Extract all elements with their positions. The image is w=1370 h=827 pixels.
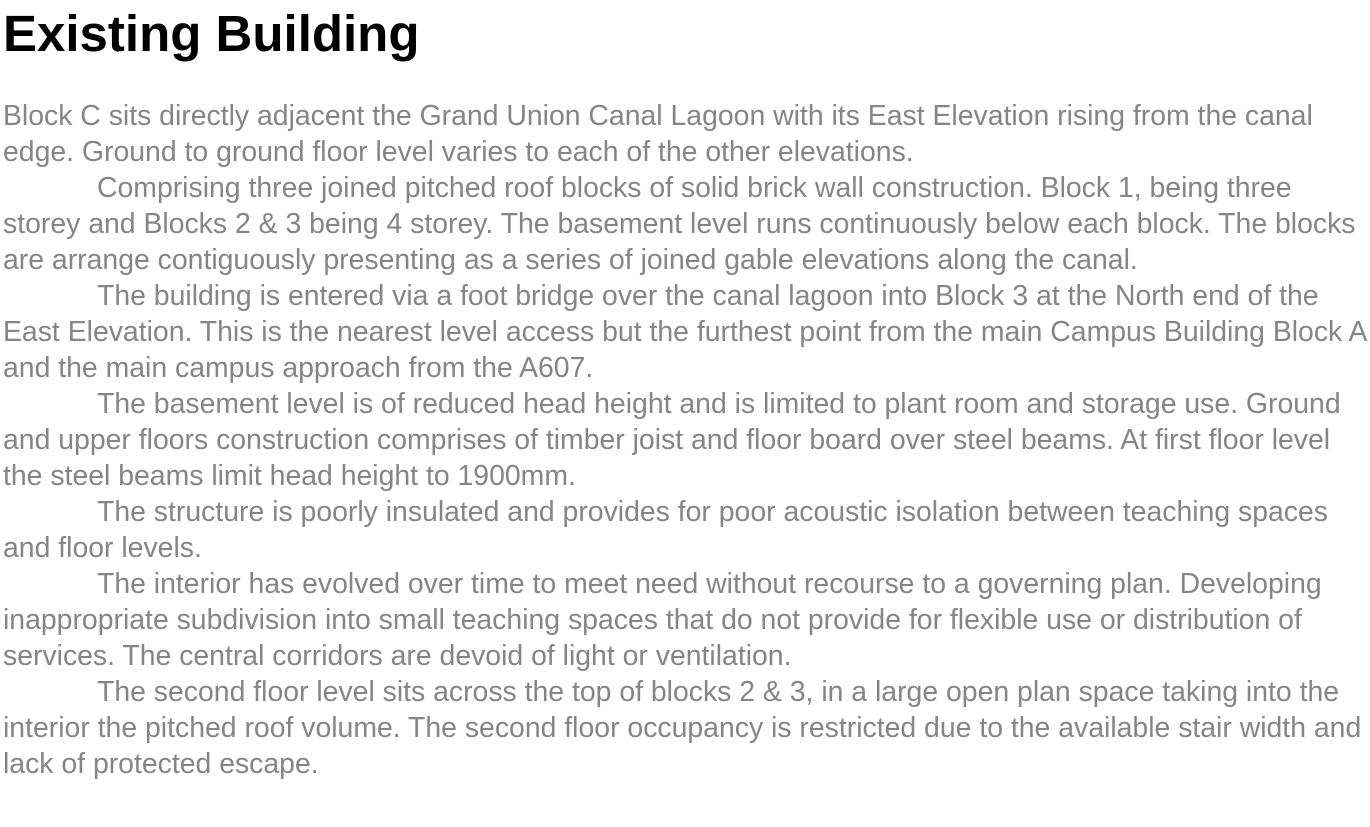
page-title: Existing Building: [3, 5, 420, 62]
paragraph-site-context: Block C sits directly adjacent the Grand Union Canal Lagoon with its East Elevation rising from the canal edge. Ground to ground floor level varies to each of the other elevations.: [3, 100, 1313, 168]
paragraph-second-floor: The second floor level sits across the top of blocks 2 & 3, in a large open plan space taking into the interior the pitched roof volume. The second floor occupancy is restricted due to the available stair width and lack of protected escape.: [3, 676, 1362, 780]
document-body: [3, 98, 1367, 782]
paragraph-insulation: The structure is poorly insulated and provides for poor acoustic isolation between teaching spaces and floor levels.: [3, 496, 1328, 564]
paragraph-basement-floors: The basement level is of reduced head height and is limited to plant room and storage use. Ground and upper floors construction comprises of timber joist and floor board over steel beams. At first floor level the steel beams limit head height to 1900mm.: [3, 388, 1341, 492]
paragraph-interior: The interior has evolved over time to meet need without recourse to a governing plan. Developing inappropriate subdivision into small teaching spaces that do not provide for flexible use or distribution of services. The central corridors are devoid of light or ventilation.: [3, 568, 1322, 672]
paragraph-entrance: The building is entered via a foot bridge over the canal lagoon into Block 3 at the North end of the East Elevation. This is the nearest level access but the furthest point from the main Campus Building Block A and the main campus approach from the A607.: [3, 280, 1366, 384]
paragraph-construction: Comprising three joined pitched roof blocks of solid brick wall construction. Block 1, being three storey and Blocks 2 & 3 being 4 storey. The basement level runs continuously below each block. The blocks are arrange contiguously presenting as a series of joined gable elevations along the canal.: [3, 172, 1356, 276]
document-page: [3, 0, 1367, 782]
